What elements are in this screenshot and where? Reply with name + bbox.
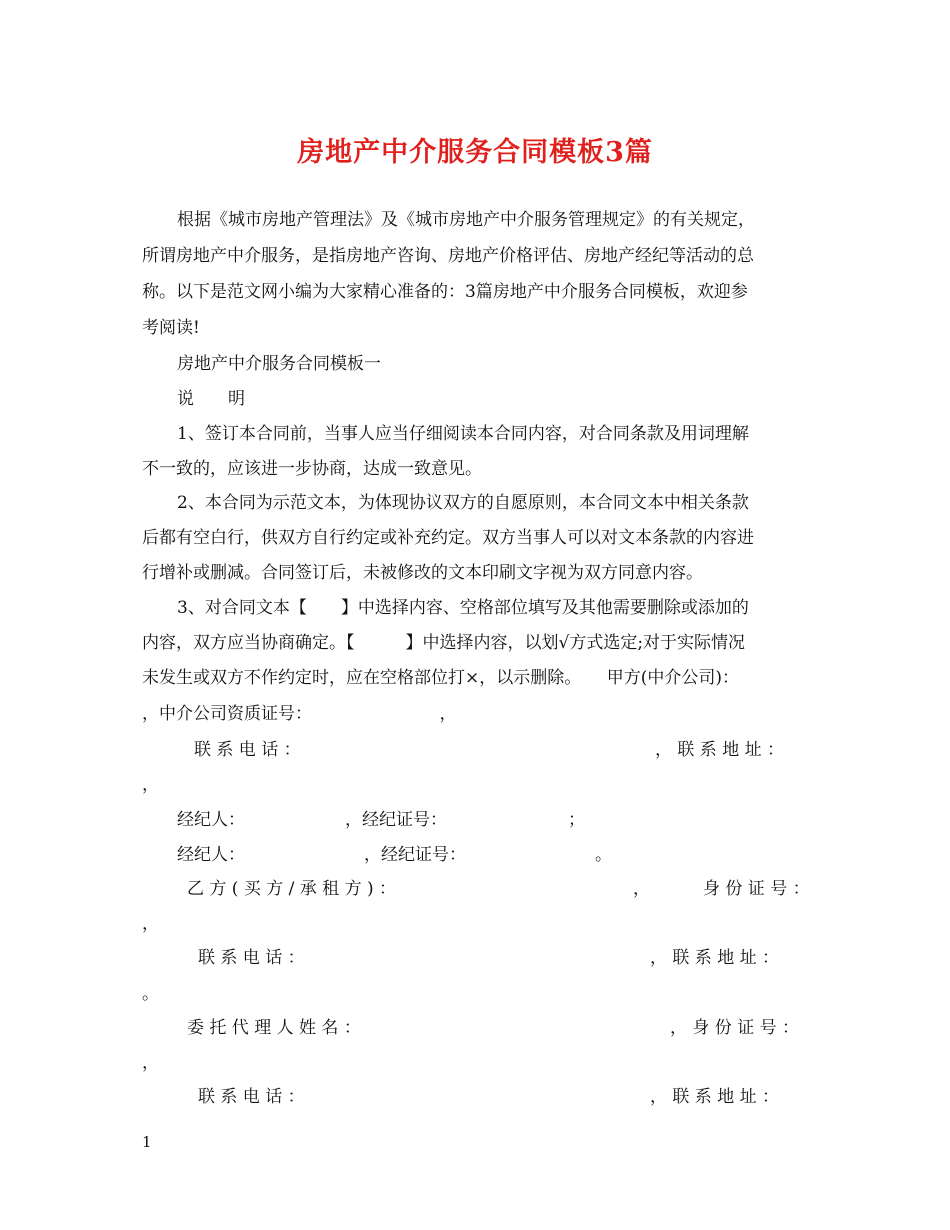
intro-line-2: 所谓房地产中介服务，是指房地产咨询、房地产价格评估、房地产经纪等活动的总 [142,246,754,266]
note2-line-2: 后都有空白行，供双方自行约定或补充约定。双方当事人可以对文本条款的内容进 [142,528,754,548]
agent1-number-label: ，经纪证号： [345,810,447,830]
note1-line-2: 不一致的，应该进一步协商，达成一致意见。 [142,459,482,479]
party-a-phone-label: 联 系 电 话 ： [194,740,301,760]
party-b-phone-label: 联 系 电 话 ： [198,948,305,968]
agent2-label: 经纪人： [177,845,245,865]
note2-line-1: 2、本合同为示范文本，为体现协议双方的自愿原则，本合同文本中相关条款 [177,493,749,513]
intro-line-4: 考阅读! [142,318,200,338]
proxy-trail: ， [142,1053,159,1073]
party-a-trail: ， [142,775,159,795]
party-b-id-label: 身 份 证 号 ： [703,879,810,899]
agent2-end: 。 [595,845,612,865]
proxy-name-label: 委 托 代 理 人 姓 名 ： [187,1018,361,1038]
intro-line-3: 称。以下是范文网小编为大家精心准备的：3篇房地产中介服务合同模板，欢迎参 [142,282,748,302]
note3-line-3: 未发生或双方不作约定时，应在空格部位打×，以示删除。 甲方(中介公司)： [142,668,740,688]
template-heading: 房地产中介服务合同模板一 [177,354,381,374]
agent2-number-label: ，经纪证号： [364,845,466,865]
document-title: 房地产中介服务合同模板3篇 [297,137,653,168]
note2-line-3: 行增补或删减。合同签订后，未被修改的文本印刷文字视为双方同意内容。 [142,563,703,583]
party-b-comma: ， [633,879,650,899]
note3-line-1: 3、对合同文本【 】中选择内容、空格部位填写及其他需要删除或添加的 [177,598,749,618]
page-number: 1 [142,1133,152,1151]
note1-line-1: 1、签订本合同前，当事人应当仔细阅读本合同内容，对合同条款及用词理解 [177,424,749,444]
party-b-label: 乙 方 ( 买 方 / 承 租 方 ) ： [187,879,397,899]
notes-heading: 说 明 [177,389,245,409]
note3-line-4: ，中介公司资质证号： ， [142,704,457,724]
agent1-label: 经纪人： [177,810,245,830]
proxy-id-label: ， 身 份 证 号 ： [670,1018,800,1038]
proxy-phone-label: 联 系 电 话 ： [198,1087,305,1107]
party-b-address-label: ， 联 系 地 址 ： [650,948,780,968]
agent1-end: ； [568,810,585,830]
note3-line-2: 内容，双方应当协商确定。【 】中选择内容，以划√方式选定;对于实际情况 [142,633,746,653]
proxy-address-label: ， 联 系 地 址 ： [650,1087,780,1107]
intro-line-1: 根据《城市房地产管理法》及《城市房地产中介服务管理规定》的有关规定， [177,210,755,230]
party-b-address-trail: 。 [142,984,159,1004]
party-b-trail: ， [142,914,159,934]
party-a-address-label: ， 联 系 地 址 ： [655,740,785,760]
